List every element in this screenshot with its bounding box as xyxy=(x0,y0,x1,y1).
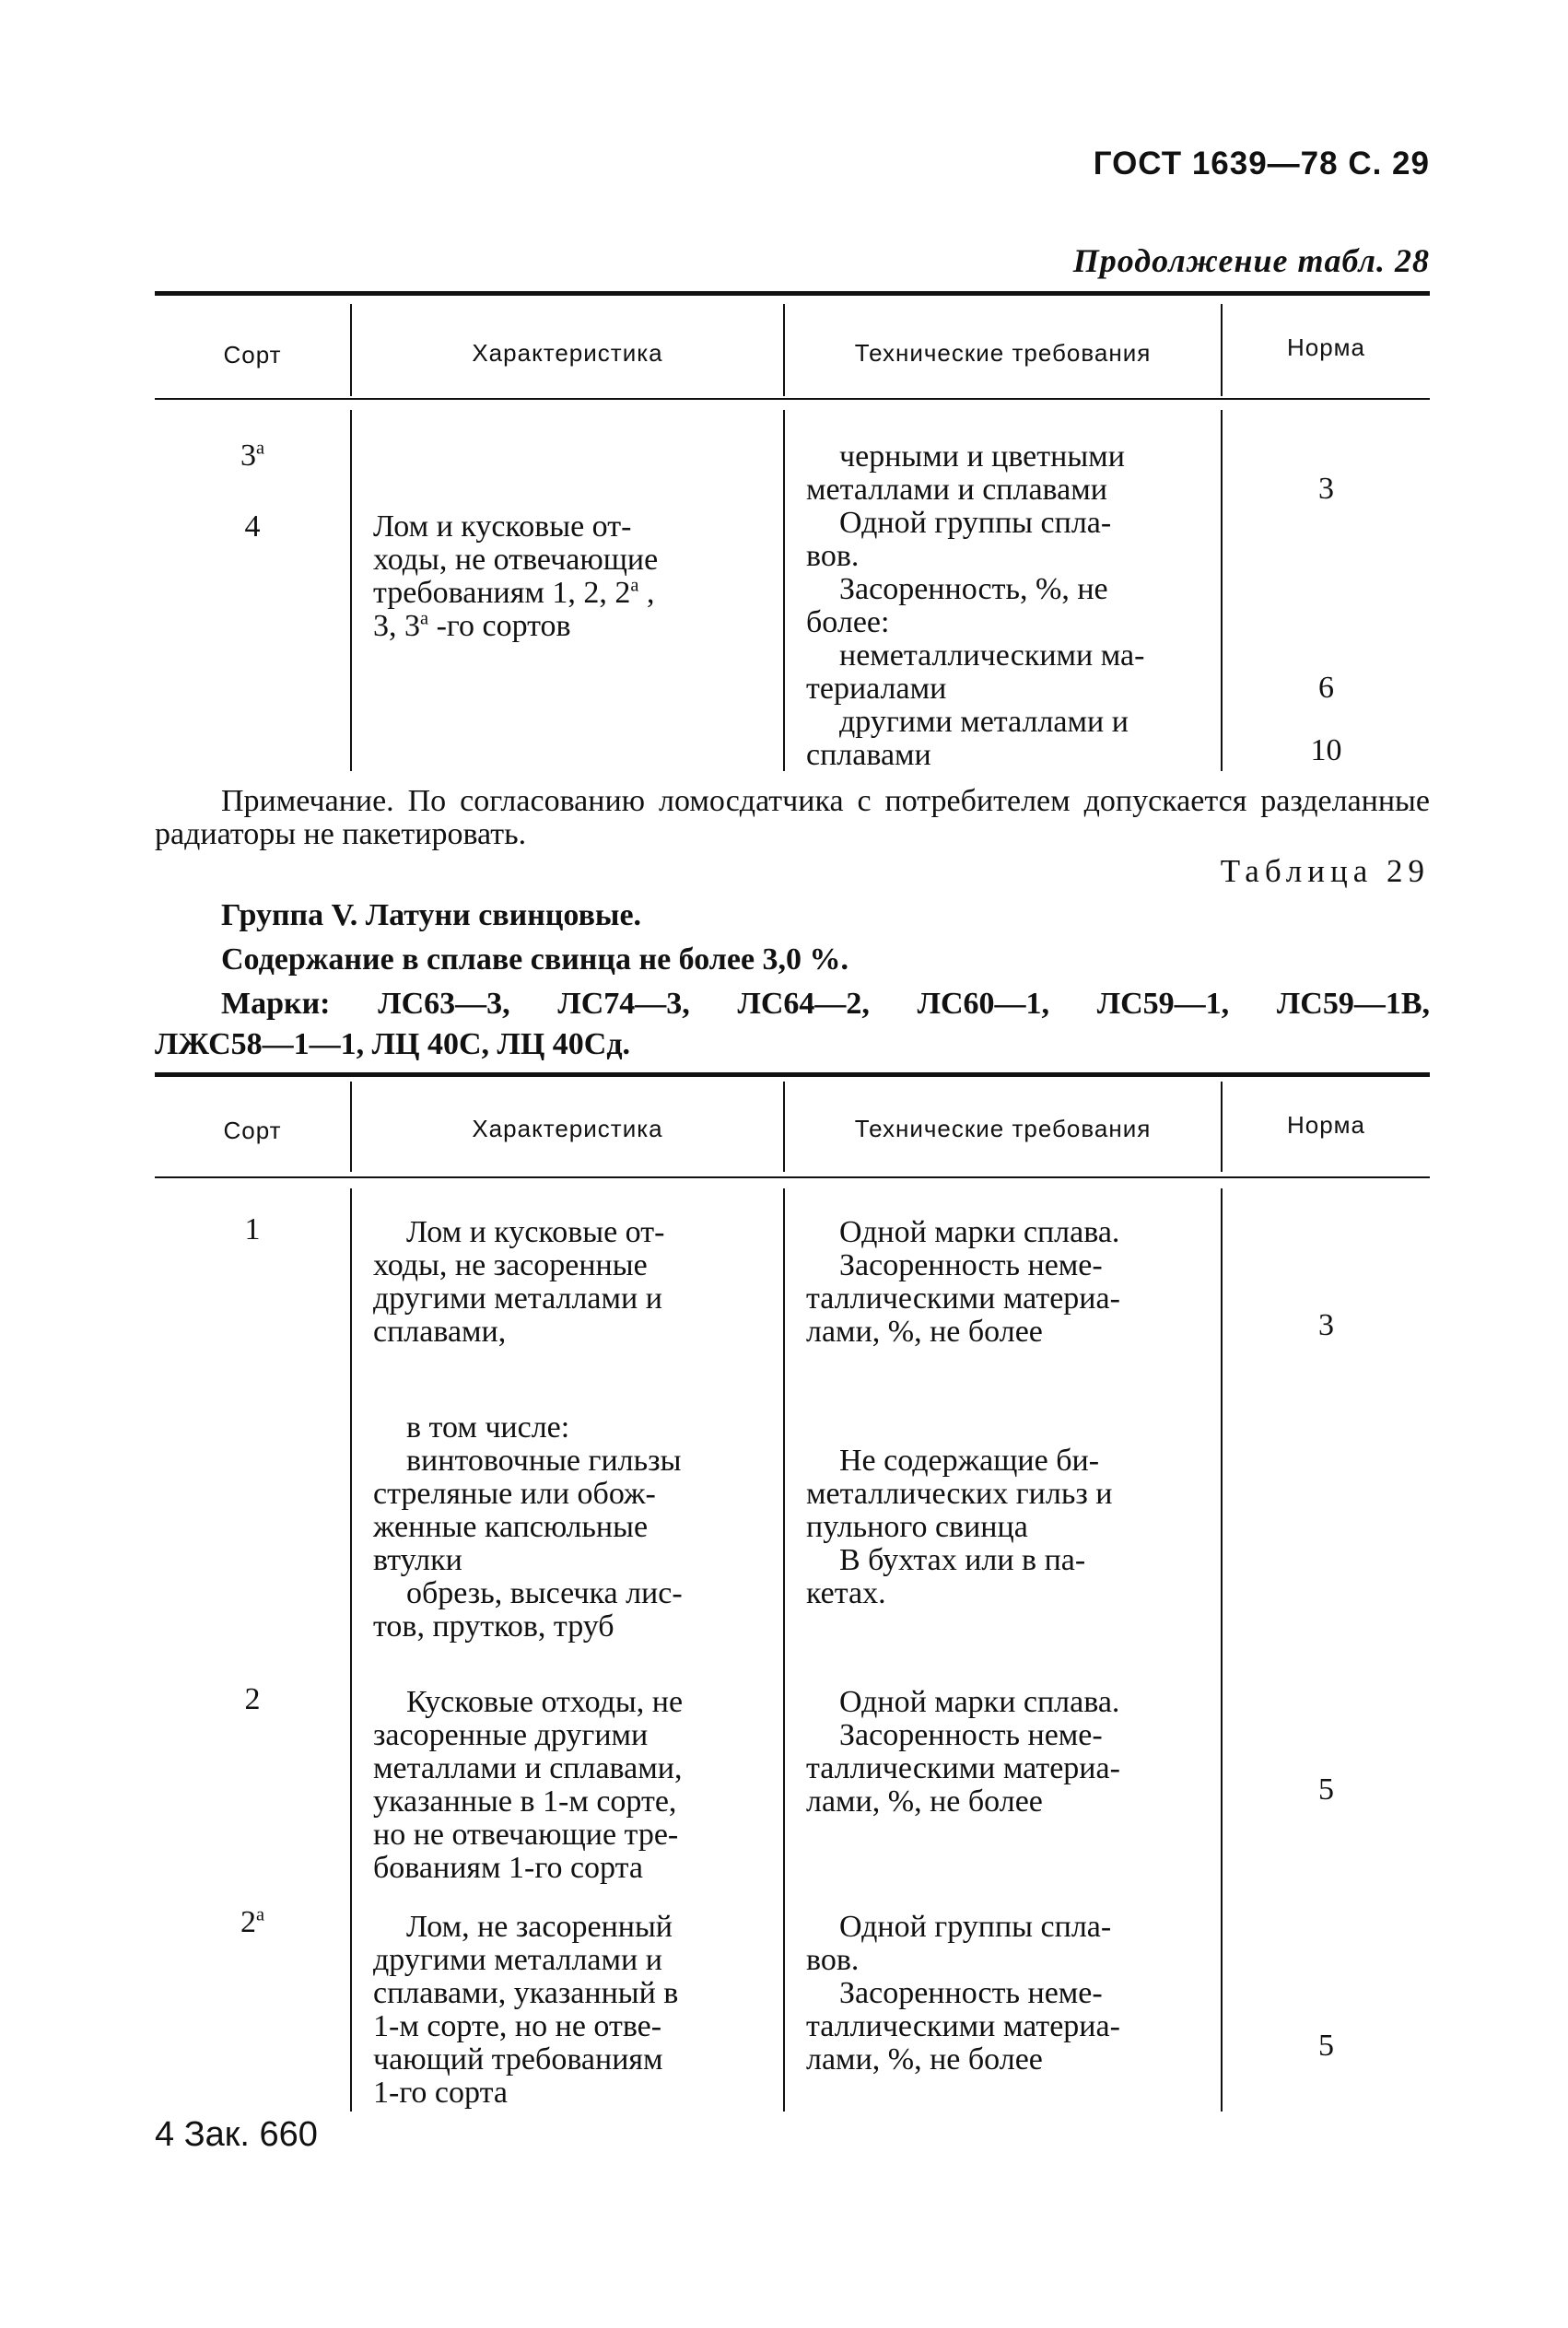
norm-cell: 5 xyxy=(1318,1772,1334,1807)
sort-cell: 4 xyxy=(244,509,261,544)
requirements-cell: Одной группы спла- вов. Засоренность неме- таллическими материа- лами, %, не более xyxy=(806,1910,1120,2076)
column-divider xyxy=(783,1188,785,2112)
column-divider xyxy=(783,410,785,771)
norm-cell: 6 xyxy=(1318,671,1334,705)
column-header-sort: Сорт xyxy=(223,1117,282,1144)
column-header-requirements: Технические требования xyxy=(854,339,1152,367)
table-number: Таблица 29 xyxy=(1220,853,1430,889)
table-continuation-caption: Продолжение табл. 28 xyxy=(1072,242,1430,279)
characteristic-cell: в том числе: винтовочные гильзы стреляные или обож- женные капсюльные втулки обрезь, высечка лис- тов, прутков, труб xyxy=(373,1410,683,1644)
characteristic-cell: Лом, не засоренный другими металлами и сплавами, указанный в 1-м сорте, но не отве- чающий требованиям 1-го сорта xyxy=(373,1910,679,2110)
sort-cell: 2 xyxy=(244,1682,261,1716)
column-header-norm: Норма xyxy=(1286,333,1366,361)
table-top-rule xyxy=(155,1072,1430,1077)
column-divider xyxy=(350,410,352,771)
characteristic-cell: Кусковые отходы, не засоренные другими металлами и сплавами, указанные в 1-м сорте, но не отвечающие тре- бованиям 1-го сорта xyxy=(373,1685,684,1885)
requirements-cell: Не содержащие би- металлических гильз и пульного свинца В бухтах или в па- кетах. xyxy=(806,1444,1113,1610)
group-marks: Марки: ЛС63—3, ЛС74—3, ЛС64—2, ЛС60—1, ЛС59—1, ЛС59—1В, xyxy=(221,987,1430,1021)
table-note: Примечание. По согласованию ломосдатчика с потребителем допускается разделанные радиаторы не пакетировать. xyxy=(155,784,1430,851)
group-marks-cont: ЛЖС58—1—1, ЛЦ 40С, ЛЦ 40Сд. xyxy=(155,1027,631,1061)
column-header-characteristic: Характеристика xyxy=(472,1115,663,1142)
column-header-characteristic: Характеристика xyxy=(472,339,663,367)
requirements-cell: Одной марки сплава. Засоренность неме- таллическими материа- лами, %, не более xyxy=(806,1215,1120,1349)
sort-cell: $3^а$ xyxy=(240,438,265,473)
sort-cell: 1 xyxy=(244,1212,261,1246)
column-header-norm: Норма xyxy=(1286,1111,1366,1139)
characteristic-cell: Лом и кусковые от- ходы, не отвечающие требованиям 1, 2, $2^а$ , 3, $3^а$ -го сортов xyxy=(373,509,659,643)
characteristic-cell: Лом и кусковые от- ходы, не засоренные другими металлами и сплавами, xyxy=(373,1215,665,1349)
page-header: ГОСТ 1639—78 С. 29 xyxy=(1093,146,1430,181)
norm-cell: 3 xyxy=(1318,472,1334,506)
group-title: Группа V. Латуни свинцовые. xyxy=(221,898,642,932)
requirements-cell: черными и цветными металлами и сплавами Одной группы спла- вов. Засоренность, %, не более: неметаллическими ма- териалами другими металлами и сплавами xyxy=(806,439,1145,772)
norm-cell: 3 xyxy=(1318,1308,1334,1342)
column-header-sort: Сорт xyxy=(223,341,282,369)
column-divider xyxy=(350,1188,352,2112)
table-top-rule xyxy=(155,291,1430,296)
column-header-requirements: Технические требования xyxy=(854,1115,1152,1142)
norm-cell: 5 xyxy=(1318,2029,1334,2063)
header-bottom-rule xyxy=(155,398,1430,400)
norm-cell: 10 xyxy=(1310,733,1342,767)
column-divider xyxy=(1221,410,1223,771)
header-bottom-rule xyxy=(155,1176,1430,1178)
group-content: Содержание в сплаве свинца не более 3,0 %. xyxy=(221,942,849,977)
requirements-cell: Одной марки сплава. Засоренность неме- таллическими материа- лами, %, не более xyxy=(806,1685,1120,1819)
sort-cell: $2^а$ xyxy=(240,1904,265,1939)
page-footer: 4 Зак. 660 xyxy=(155,2115,318,2154)
